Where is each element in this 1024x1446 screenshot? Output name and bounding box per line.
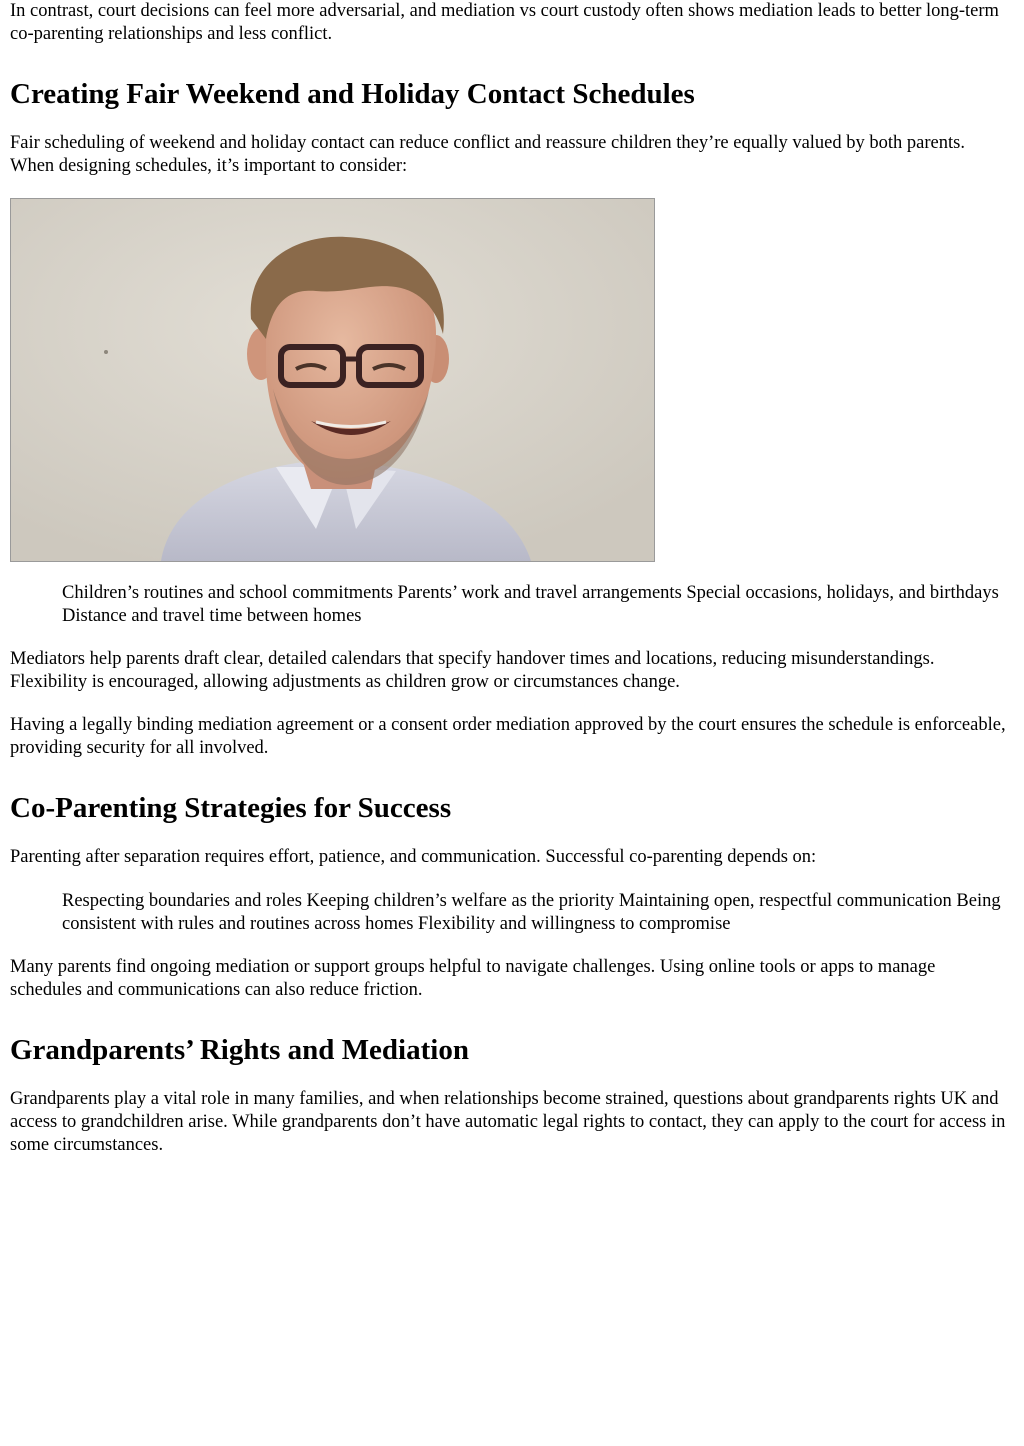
heading-contact-schedules: Creating Fair Weekend and Holiday Contact Schedules <box>10 78 695 110</box>
support-groups-paragraph: Many parents find ongoing mediation or support groups helpful to navigate challenges. Using online tools or apps to manage schedules and communications can also reduce friction. <box>10 957 936 1000</box>
grandparents-paragraph: Grandparents play a vital role in many families, and when relationships become strained, questions about grandparents rights UK and access to grandchildren arise. While grandparents don’t have automatic legal rights to contact, they can apply to the court for access in some circumstances. <box>10 1089 1006 1155</box>
man-smiling-photo <box>10 198 655 562</box>
mediators-paragraph: Mediators help parents draft clear, detailed calendars that specify handover times and locations, reducing misunderstandings. Flexibility is encouraged, allowing adjustments as children grow or circumstances change. <box>10 649 935 692</box>
heading-grandparents-rights: Grandparents’ Rights and Mediation <box>10 1034 469 1066</box>
article <box>10 0 1010 1157</box>
coparenting-intro-paragraph: Parenting after separation requires effort, patience, and communication. Successful co-parenting depends on: <box>10 847 817 867</box>
man-portrait-illustration <box>11 199 654 561</box>
heading-coparenting-strategies: Co-Parenting Strategies for Success <box>10 792 452 824</box>
schedules-intro-paragraph: Fair scheduling of weekend and holiday contact can reduce conflict and reassure children they’re equally valued by both parents. When designing schedules, it’s important to consider: <box>10 133 965 176</box>
intro-paragraph: In contrast, court decisions can feel more adversarial, and mediation vs court custody often shows mediation leads to better long-term co-parenting relationships and less conflict. <box>10 1 999 44</box>
binding-agreement-paragraph: Having a legally binding mediation agreement or a consent order mediation approved by the court ensures the schedule is enforceable, providing security for all involved. <box>10 715 1006 758</box>
coparenting-strategies-list: Respecting boundaries and roles Keeping children’s welfare as the priority Maintaining open, respectful communication Being consistent with rules and routines across homes Flexibility and willingness to compromise <box>62 891 1001 934</box>
schedule-considerations-list: Children’s routines and school commitments Parents’ work and travel arrangements Special occasions, holidays, and birthdays Distance and travel time between homes <box>62 583 999 626</box>
